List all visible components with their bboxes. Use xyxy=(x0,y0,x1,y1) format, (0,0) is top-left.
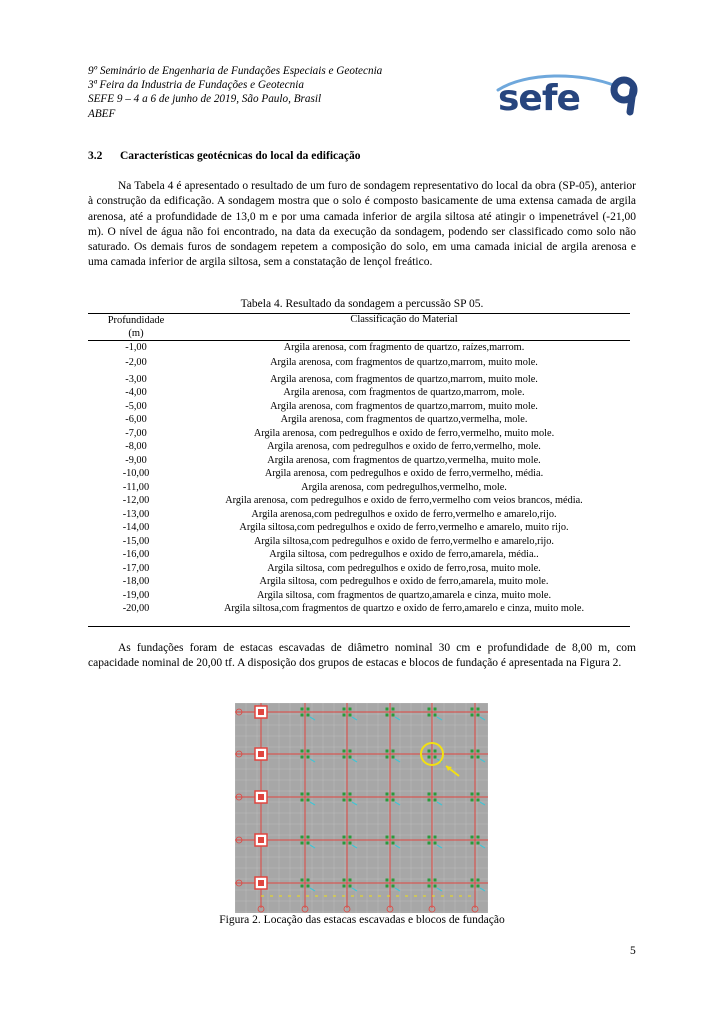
pile-marker xyxy=(392,836,395,839)
depth-cell: -7,00 xyxy=(125,427,147,439)
classification-cell: Argila arenosa, com fragmentos de quartzo,marrom, muito mole. xyxy=(270,400,538,412)
pile-marker xyxy=(349,756,352,759)
classification-cell: Argila arenosa, com pedregulhos e oxido de ferro,vermelho, mole. xyxy=(267,441,541,452)
pile-marker xyxy=(301,750,304,753)
table-row xyxy=(94,400,630,413)
pile-marker xyxy=(301,836,304,839)
pile-marker xyxy=(349,885,352,888)
pile-marker xyxy=(349,708,352,711)
classification-cell: Argila arenosa, com fragmentos de quartzo,vermelha, mole. xyxy=(280,414,528,425)
classification-cell: Argila arenosa, com fragmentos de quartzo,marrom, muito mole. xyxy=(270,373,538,385)
pile-marker xyxy=(428,836,431,839)
table-row xyxy=(94,521,630,534)
table-header-classification: Classificação do Material xyxy=(350,314,458,325)
depth-cell: -18,00 xyxy=(122,576,150,587)
pile-marker xyxy=(434,885,437,888)
pile-marker xyxy=(386,756,389,759)
table-row xyxy=(94,602,630,615)
table-caption: Tabela 4. Resultado da sondagem a percussão SP 05. xyxy=(240,298,484,310)
pile-marker xyxy=(386,714,389,717)
pile-marker xyxy=(349,836,352,839)
table-header-depth-label: Profundidade xyxy=(107,315,165,326)
table-row xyxy=(94,454,630,467)
table-row xyxy=(94,548,630,561)
pile-marker xyxy=(471,879,474,882)
depth-cell: -9,00 xyxy=(125,454,147,466)
pile-marker xyxy=(392,799,395,802)
table-row xyxy=(94,427,630,440)
classification-cell: Argila siltosa, com pedregulhos e oxido de ferro,rosa, muito mole. xyxy=(267,562,541,574)
classification-cell: Argila arenosa, com pedregulhos,vermelho, mole. xyxy=(301,481,507,493)
pile-marker xyxy=(434,714,437,717)
pile-marker xyxy=(471,885,474,888)
pile-marker xyxy=(471,799,474,802)
table-row xyxy=(94,440,630,453)
table-row xyxy=(94,386,630,399)
table-row xyxy=(94,481,630,494)
pile-marker xyxy=(471,842,474,845)
classification-cell: Argila siltosa, com pedregulhos e oxido de ferro,amarela, muito mole. xyxy=(259,576,549,587)
pile-marker xyxy=(471,756,474,759)
pile-marker xyxy=(349,714,352,717)
pile-marker xyxy=(343,714,346,717)
table-header-depth-unit: (m) xyxy=(128,328,144,339)
classification-cell: Argila arenosa, com fragmentos de quartzo,marrom, muito mole. xyxy=(270,356,538,368)
pile-marker xyxy=(307,708,310,711)
pile-marker xyxy=(386,879,389,882)
pile-marker xyxy=(434,793,437,796)
pile-marker xyxy=(392,793,395,796)
table-row xyxy=(94,373,630,386)
pile-marker xyxy=(307,756,310,759)
foundation-block-core xyxy=(258,751,264,757)
pile-marker xyxy=(428,708,431,711)
pile-marker xyxy=(428,879,431,882)
pile-marker xyxy=(307,799,310,802)
page-number: 5 xyxy=(630,945,636,957)
foundation-block-core xyxy=(258,837,264,843)
table-row xyxy=(94,562,630,575)
pile-marker xyxy=(307,793,310,796)
pile-marker xyxy=(392,756,395,759)
depth-cell: -10,00 xyxy=(122,468,150,479)
table-row xyxy=(94,589,630,602)
pile-marker xyxy=(392,750,395,753)
pile-marker xyxy=(471,750,474,753)
depth-cell: -20,00 xyxy=(122,603,150,614)
header-line-seminar: 9º Seminário de Engenharia de Fundações Especiais e Geotecnia xyxy=(88,65,383,77)
pile-marker xyxy=(386,836,389,839)
section-heading xyxy=(88,150,360,162)
table-row xyxy=(94,508,630,521)
classification-cell: Argila siltosa,com pedregulhos e oxido de ferro,vermelho e amarelo,rijo. xyxy=(253,535,555,547)
pile-marker xyxy=(392,714,395,717)
classification-cell: Argila arenosa, com fragmento de quartzo, raízes,marrom. xyxy=(283,341,525,353)
pile-marker xyxy=(343,799,346,802)
pile-marker xyxy=(428,885,431,888)
pile-location-plan xyxy=(235,703,488,913)
pile-marker xyxy=(477,750,480,753)
depth-cell: -15,00 xyxy=(122,535,150,547)
pile-marker xyxy=(307,750,310,753)
pile-marker xyxy=(386,793,389,796)
depth-cell: -6,00 xyxy=(125,414,147,425)
pile-marker xyxy=(349,879,352,882)
pile-marker xyxy=(477,842,480,845)
depth-cell: -1,00 xyxy=(125,341,147,353)
pile-marker xyxy=(386,885,389,888)
foundation-block-core xyxy=(258,880,264,886)
classification-cell: Argila siltosa, com pedregulhos e oxido de ferro,amarela, média.. xyxy=(269,549,539,560)
sefe9-logo xyxy=(496,68,646,116)
pile-marker xyxy=(386,750,389,753)
pile-marker xyxy=(477,879,480,882)
conference-header xyxy=(88,64,382,121)
pile-marker xyxy=(301,799,304,802)
pile-marker xyxy=(301,879,304,882)
pile-marker xyxy=(349,842,352,845)
figure-caption: Figura 2. Locação das estacas escavadas e blocos de fundação xyxy=(219,914,505,926)
pile-marker xyxy=(434,799,437,802)
pile-marker xyxy=(471,708,474,711)
classification-cell: Argila arenosa, com pedregulhos e oxido de ferro,vermelho com veios brancos, média. xyxy=(225,495,583,506)
pile-marker xyxy=(349,793,352,796)
table-row xyxy=(94,467,630,480)
table-row xyxy=(94,341,630,354)
classification-cell: Argila arenosa,com pedregulhos e oxido de ferro,vermelho e amarelo,rijo. xyxy=(251,508,557,520)
table-row xyxy=(94,535,630,548)
pile-marker xyxy=(434,879,437,882)
header-line-event: SEFE 9 – 4 a 6 de junho de 2019, São Paulo, Brasil xyxy=(88,93,322,106)
pile-marker xyxy=(307,836,310,839)
figure-background xyxy=(235,703,488,913)
table-row xyxy=(94,494,630,507)
pile-marker xyxy=(428,750,431,753)
pile-marker xyxy=(301,793,304,796)
table-row xyxy=(94,413,630,426)
pile-marker xyxy=(392,708,395,711)
pile-marker xyxy=(477,714,480,717)
depth-cell: -11,00 xyxy=(122,481,150,493)
classification-cell: Argila siltosa,com fragmentos de quartzo e oxido de ferro,amarelo e cinza, muito mole. xyxy=(223,603,585,614)
depth-cell: -19,00 xyxy=(122,589,150,601)
pile-marker xyxy=(301,842,304,845)
paragraph-foundations: As fundações foram de estacas escavadas de diâmetro nominal 30 cm e profundidade de 8,00 m, com capacidade nominal de 20,00 tf. A disposição dos grupos de estacas e blocos de fundação é apresentada na Figura 2. xyxy=(88,642,636,670)
pile-marker xyxy=(477,836,480,839)
pile-marker xyxy=(343,879,346,882)
depth-cell: -16,00 xyxy=(122,549,150,560)
pile-marker xyxy=(343,756,346,759)
pile-marker xyxy=(471,836,474,839)
foundation-block-core xyxy=(258,709,264,715)
pile-marker xyxy=(386,708,389,711)
pile-marker xyxy=(471,793,474,796)
pile-marker xyxy=(349,750,352,753)
pile-marker xyxy=(301,885,304,888)
pile-marker xyxy=(343,793,346,796)
pile-marker xyxy=(343,708,346,711)
classification-cell: Argila siltosa,com pedregulhos e oxido de ferro,vermelho e amarelo, muito rijo. xyxy=(239,522,569,533)
pile-marker xyxy=(301,708,304,711)
pile-marker xyxy=(307,842,310,845)
pile-marker xyxy=(434,756,437,759)
pile-marker xyxy=(471,714,474,717)
pile-marker xyxy=(392,885,395,888)
pile-marker xyxy=(343,836,346,839)
pile-marker xyxy=(392,879,395,882)
pile-marker xyxy=(386,842,389,845)
pile-marker xyxy=(428,842,431,845)
classification-cell: Argila arenosa, com fragmentos de quartzo,vermelha, muito mole. xyxy=(267,454,541,466)
depth-cell: -5,00 xyxy=(125,400,147,412)
pile-marker xyxy=(428,793,431,796)
pile-marker xyxy=(307,885,310,888)
pile-marker xyxy=(477,799,480,802)
pile-marker xyxy=(307,879,310,882)
pile-marker xyxy=(428,756,431,759)
pile-marker xyxy=(301,756,304,759)
pile-marker xyxy=(349,799,352,802)
paragraph-soil-description: Na Tabela 4 é apresentado o resultado de um furo de sondagem representativo do local da obra (SP-05), anterior à construção da edificação. A sondagem mostra que o solo é composto basicamente de uma extensa camada de argila arenosa, até a profundidade de 13,0 m e por uma camada inferior de argila siltosa até atingir o impenetrável (-21,00 m). O nível de água não foi encontrado, na data da execução da sondagem, podendo ser classificado como solo não saturado. Os demais furos de sondagem repetem a composição do solo, em uma camada inicial de argila arenosa e uma camada inferior de argila siltosa, sem a constatação de lençol freático. xyxy=(88,180,636,269)
depth-cell: -17,00 xyxy=(122,562,150,574)
classification-cell: Argila arenosa, com pedregulhos e oxido de ferro,vermelho, média. xyxy=(264,468,544,479)
pile-marker xyxy=(343,842,346,845)
pile-marker xyxy=(386,799,389,802)
table-row xyxy=(94,356,630,369)
header-line-org: ABEF xyxy=(88,107,116,120)
foundation-block-core xyxy=(258,794,264,800)
section-title: Características geotécnicas do local da edificação xyxy=(120,150,361,162)
pile-marker xyxy=(343,885,346,888)
pile-marker xyxy=(307,714,310,717)
depth-cell: -14,00 xyxy=(122,522,150,533)
pile-marker xyxy=(301,714,304,717)
classification-cell: Argila arenosa, com fragmentos de quartzo,marrom, mole. xyxy=(283,387,525,398)
depth-cell: -13,00 xyxy=(122,508,150,520)
depth-cell: -4,00 xyxy=(125,387,147,398)
section-number: 3.2 xyxy=(88,150,103,162)
classification-cell: Argila arenosa, com pedregulhos e oxido de ferro,vermelho, muito mole. xyxy=(253,427,555,439)
pile-marker xyxy=(428,799,431,802)
pile-marker xyxy=(477,756,480,759)
pile-marker xyxy=(392,842,395,845)
pile-marker xyxy=(477,708,480,711)
pile-marker xyxy=(477,885,480,888)
pile-marker xyxy=(434,750,437,753)
pile-marker xyxy=(434,842,437,845)
pile-marker xyxy=(428,714,431,717)
pile-marker xyxy=(434,836,437,839)
depth-cell: -8,00 xyxy=(125,441,147,452)
depth-cell: -12,00 xyxy=(122,495,150,506)
depth-cell: -3,00 xyxy=(125,373,147,385)
depth-cell: -2,00 xyxy=(125,356,147,368)
pile-marker xyxy=(343,750,346,753)
table-row xyxy=(94,575,630,588)
svg-text:sefe: sefe xyxy=(498,78,580,116)
pile-marker xyxy=(434,708,437,711)
header-line-fair: 3ª Feira da Industria de Fundações e Geotecnia xyxy=(88,79,304,92)
table-header-depth xyxy=(94,314,178,340)
classification-cell: Argila siltosa, com fragmentos de quartzo,amarela e cinza, muito mole. xyxy=(256,589,552,601)
pile-marker xyxy=(477,793,480,796)
table-bottom-rule xyxy=(88,626,630,627)
